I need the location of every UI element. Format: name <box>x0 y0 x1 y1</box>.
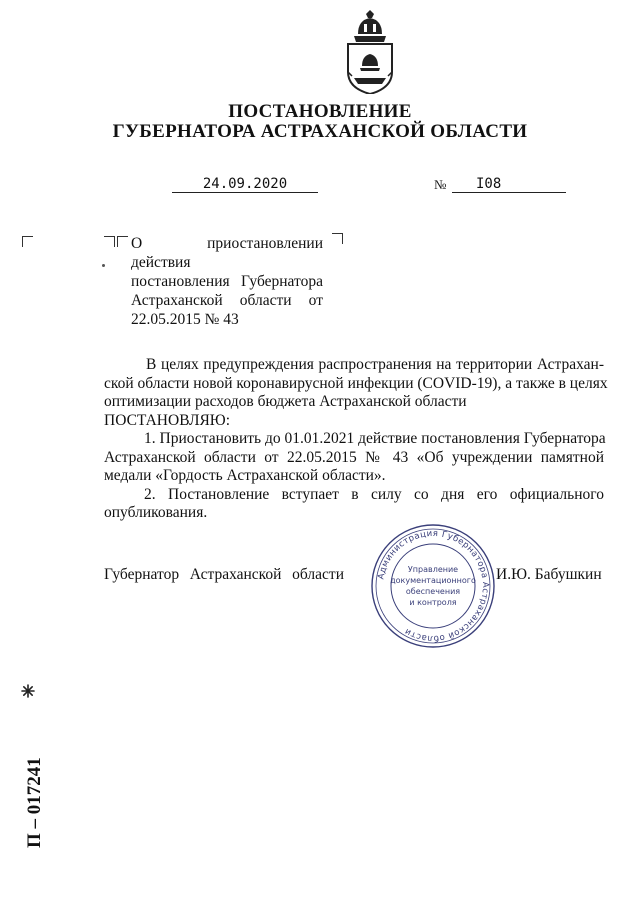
subject-corner-mark-left-outer <box>104 236 115 247</box>
document-title-line2: ГУБЕРНАТОРА АСТРАХАНСКОЙ ОБЛАСТИ <box>112 121 528 142</box>
decree-word: ПОСТАНОВЛЯЮ: <box>104 411 231 429</box>
document-number: I08 <box>476 176 502 192</box>
subject-line: Астраханской области от <box>131 292 323 309</box>
document-body <box>104 356 608 523</box>
subject-line: постановления Губернатора <box>131 273 323 290</box>
document-title-line1: ПОСТАНОВЛЕНИЕ <box>228 101 412 122</box>
asterisk-mark-icon <box>21 684 35 698</box>
subject-corner-mark-right <box>332 233 343 244</box>
stamp-center-line: и контроля <box>409 598 457 607</box>
official-stamp <box>369 522 497 650</box>
item1-line: медали «Гордость Астраханской области». <box>104 467 386 484</box>
signature-name: И.Ю. Бабушкин <box>496 566 602 583</box>
document-subject <box>131 234 323 329</box>
subject-line: 22.05.2015 № 43 <box>131 311 239 328</box>
left-margin-corner-mark <box>22 236 33 247</box>
body-line: оптимизации расходов бюджета Астраханской области <box>104 393 467 410</box>
item1-line: 1. Приостановить до 01.01.2021 действие постановления Губернатора <box>144 430 606 447</box>
stamp-center-line: Управление <box>407 565 459 574</box>
number-sign: № <box>434 177 447 192</box>
svg-text:Администрация Губернатора Астр <box>376 529 490 643</box>
coat-of-arms-emblem <box>344 10 396 94</box>
subject-line: О приостановлении действия <box>131 235 323 271</box>
item1-line: Астраханской области от 22.05.2015 № 43 «Об учреждении памятной <box>104 448 604 466</box>
subject-corner-mark-left-inner <box>117 236 128 247</box>
stamp-ring-text: Администрация Губернатора Астраханской области <box>376 528 491 644</box>
body-line: ской области новой коронавирусной инфекции (COVID-19), а также в целях <box>104 374 608 392</box>
serial-text: П – 017241 <box>24 757 45 848</box>
item2-line: 2. Постановление вступает в силу со дня его официального <box>144 485 604 503</box>
item2-line: опубликования. <box>104 504 208 521</box>
stamp-center-line: обеспечения <box>405 587 461 596</box>
signature-position: Губернатор Астраханской области <box>104 566 344 583</box>
body-line: В целях предупреждения распространения на территории Астрахан- <box>146 356 604 373</box>
document-date: 24.09.2020 <box>172 176 318 193</box>
document-number-field <box>452 176 566 193</box>
margin-dot <box>102 264 105 267</box>
stamp-center-line: документационного <box>390 576 476 585</box>
margin-serial-number <box>18 710 48 850</box>
